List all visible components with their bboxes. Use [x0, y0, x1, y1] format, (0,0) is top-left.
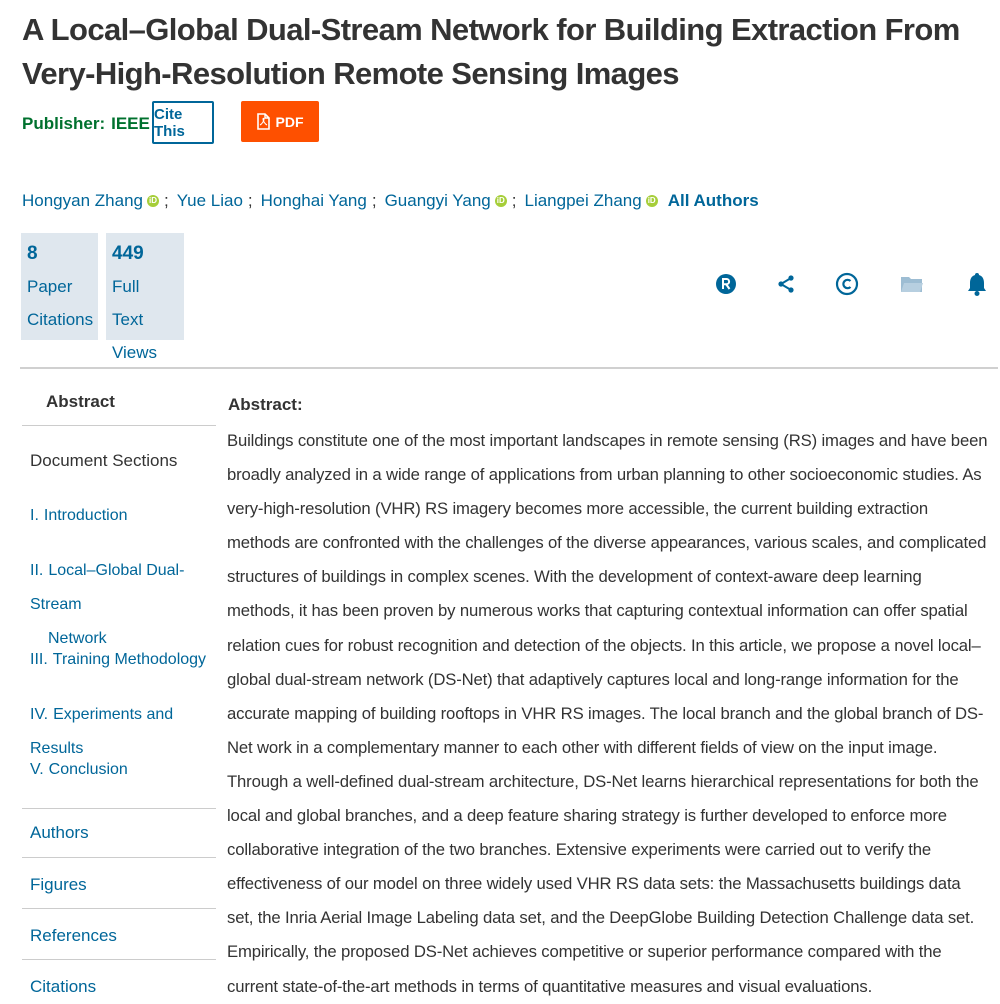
cite-this-button[interactable]: Cite This	[152, 101, 214, 144]
sidebar-divider	[22, 808, 216, 809]
metric-label: Text	[112, 310, 144, 329]
section-label: Experiments and Results	[30, 706, 174, 757]
section-label: Training Methodology	[52, 651, 207, 668]
section-label: Local–Global Dual-Stream	[30, 562, 185, 613]
article-toolbar	[0, 266, 1000, 302]
author-separator: ;	[511, 191, 517, 210]
section-number: II.	[30, 562, 44, 579]
sidebar-section-dual-stream-network[interactable]	[30, 554, 226, 656]
rights-icon[interactable]	[711, 266, 741, 302]
abstract-text: Buildings constitute one of the most important landscapes in remote sensing (RS) images and have been broadly analyzed in a wide range of applications from urban planning to other socioeconomic studies. As very-high-resolution (VHR) RS imagery becomes more accessible, the current building extraction methods are confronted with the challenges of the diverse appearances, various scales, and complicated structures of buildings in complex scenes. With the development of context-aware deep learning methods, it has been proven by numerous works that capturing contextual information can offer spatial relation cues for robust recognition and detection of the objects. In this article, we propose a novel local–global dual-stream network (DS-Net) that adaptively captures local and long-range information for the accurate mapping of building rooftops in VHR RS images. The local branch and the global branch of DS-Net work in a complementary manner to each other with different fields of view on the input image. Through a well-defined dual-stream architecture, DS-Net learns hierarchical representations for both the local and global branches, and a deep feature sharing strategy is further developed to enforce more collaborative integration of the two branches. Extensive experiments were carried out to verify the effectiveness of our model on three widely used VHR RS data sets: the Massachusetts buildings data set, the Inria Aerial Image Labeling data set, and the DeepGlobe Building Detection Challenge data set. Empirically, the proposed DS-Net achieves competitive or superior performance compared with the current state-of-the-art methods in terms of quantitative measures and visual evaluations.	[227, 431, 988, 996]
orcid-icon[interactable]: iD	[647, 196, 656, 205]
all-authors-link[interactable]: All Authors	[667, 191, 759, 210]
sidebar-divider	[22, 857, 216, 858]
section-number: I.	[30, 507, 39, 524]
sidebar-section-conclusion[interactable]	[30, 753, 226, 787]
author-link[interactable]: Hongyan Zhang	[22, 191, 143, 210]
pdf-file-icon	[257, 113, 270, 130]
author-link[interactable]: Guangyi Yang	[384, 191, 491, 210]
orcid-icon[interactable]: iD	[496, 196, 505, 205]
author-link[interactable]: Honghai Yang	[260, 191, 367, 210]
section-number: IV.	[30, 706, 49, 723]
abstract-heading: Abstract:	[228, 395, 303, 414]
section-label-line2: Network	[48, 630, 107, 647]
publisher	[22, 114, 150, 134]
pdf-label: PDF	[275, 113, 304, 130]
metric-label: Citations	[27, 310, 94, 329]
bell-icon[interactable]	[962, 266, 992, 302]
section-label: Conclusion	[48, 761, 128, 778]
author-link[interactable]: Yue Liao	[176, 191, 243, 210]
author-separator: ;	[247, 191, 253, 210]
section-number: III.	[30, 651, 48, 668]
section-number: V.	[30, 761, 44, 778]
sidebar-section-introduction[interactable]	[30, 499, 226, 533]
pdf-button[interactable]	[241, 101, 319, 142]
article-title: A Local–Global Dual-Stream Network for Building Extraction From Very-High-Resolution Remote Sensing Images	[22, 12, 960, 91]
metric-value: 8	[27, 243, 38, 264]
copyright-icon[interactable]	[832, 266, 862, 302]
publisher-label: Publisher:	[22, 113, 106, 133]
document-sections-heading: Document Sections	[30, 451, 178, 470]
metric-value: 449	[112, 243, 144, 264]
author-separator: ;	[371, 191, 377, 210]
orcid-icon[interactable]: iD	[148, 196, 157, 205]
author-list	[22, 188, 759, 214]
sidebar-item-abstract[interactable]: Abstract	[46, 392, 115, 411]
sidebar-item-figures[interactable]: Figures	[30, 875, 87, 894]
sidebar-item-authors[interactable]: Authors	[30, 823, 89, 842]
metric-label: Full	[112, 277, 140, 296]
section-divider	[20, 367, 998, 369]
author-link[interactable]: Liangpei Zhang	[524, 191, 642, 210]
folder-icon[interactable]	[897, 266, 927, 302]
author-separator: ;	[163, 191, 169, 210]
sidebar-section-training-methodology[interactable]	[30, 643, 226, 677]
section-label: Introduction	[43, 507, 128, 524]
sidebar-divider	[22, 959, 216, 960]
publisher-name: IEEE	[111, 113, 150, 133]
sidebar-item-citations[interactable]: Citations	[30, 977, 97, 996]
metric-label: Views	[112, 343, 158, 362]
sidebar-divider	[22, 908, 216, 909]
publisher-row	[22, 101, 150, 146]
sidebar-divider	[22, 425, 216, 426]
sidebar-item-references[interactable]: References	[30, 926, 117, 945]
metric-label: Paper	[27, 277, 73, 296]
share-icon[interactable]	[771, 266, 801, 302]
